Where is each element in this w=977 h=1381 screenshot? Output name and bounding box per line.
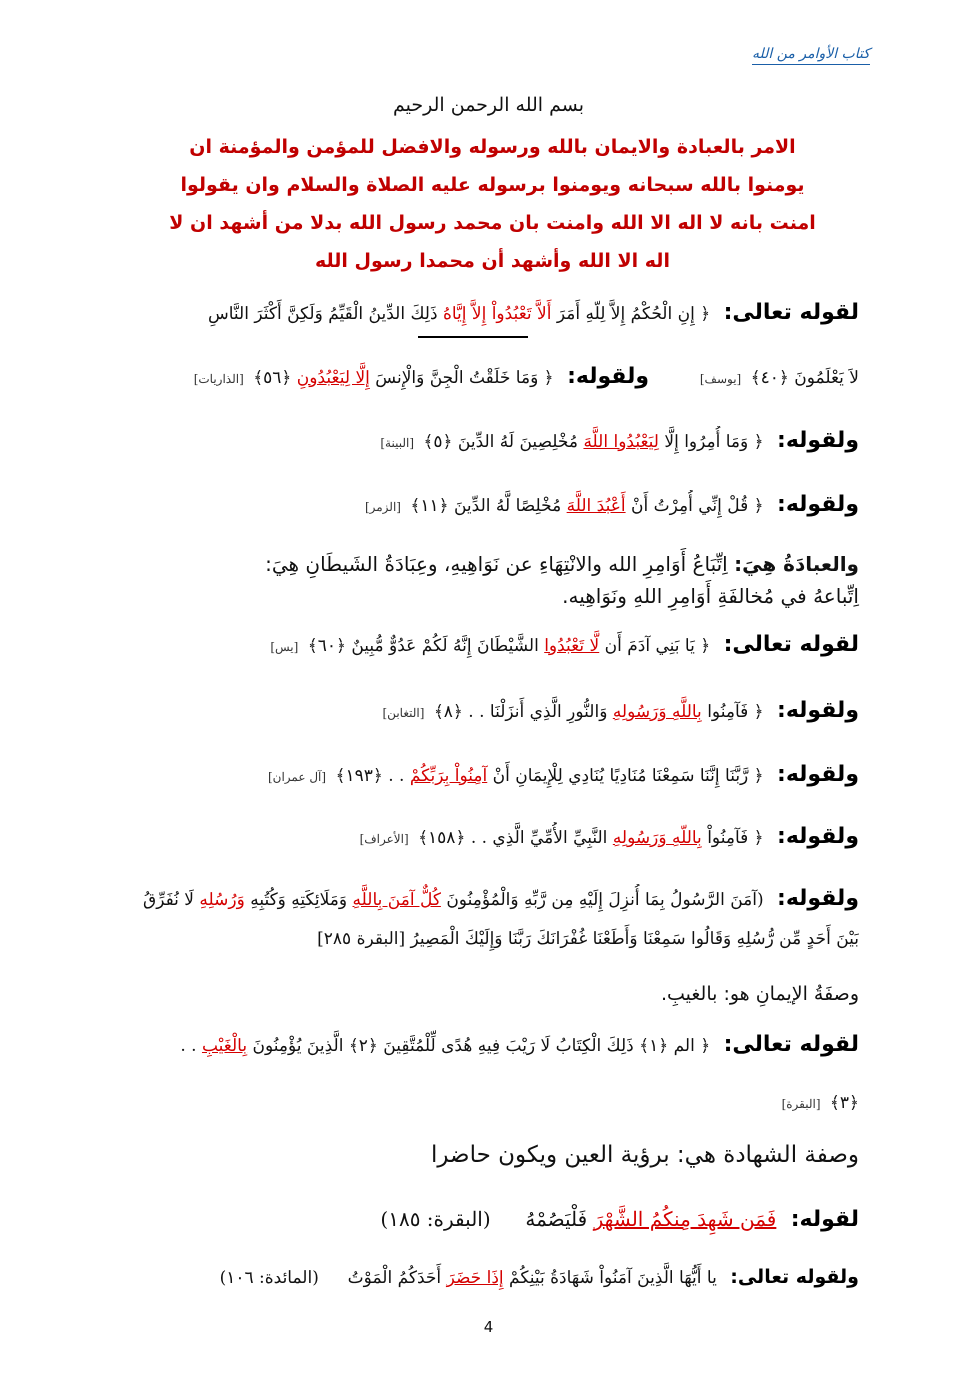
verse-line	[119, 298, 859, 329]
verse-highlight: بِاللَّهِ وَرَسُولِهِ	[612, 702, 702, 722]
verse-label: لقوله:	[790, 1207, 859, 1232]
page-number: 4	[483, 1318, 494, 1336]
verse-text: النَّبِيِّ الأُمِّيِّ الَّذِي . . ﴿١٥٨﴾	[418, 828, 608, 848]
verse-source: [البينة]	[380, 436, 415, 450]
verse-line	[119, 924, 859, 954]
definition-text: اِتِّباعهُ في مُخالفَةِ أَوَامِرِ اللهِ ونَوَاهِيه.	[562, 584, 859, 608]
verse-label: لقوله تعالى:	[723, 632, 859, 657]
verse-label: لقوله تعالى:	[723, 300, 859, 325]
verse-text: أَحَدَكُمُ الْمَوْتُ	[347, 1268, 442, 1288]
verse-label: ولقوله:	[777, 762, 859, 787]
verse-line	[119, 822, 859, 854]
verse-text: ﴿ إِنِ الْحُكْمُ إِلاَّ لِلّهِ أَمَرَ	[551, 304, 711, 324]
verse-text: (آمَنَ الرَّسُولُ بِمَا أُنزِلَ إِلَيْهِ مِن رَّبِّهِ وَالْمُؤْمِنُونَ	[440, 890, 764, 910]
verse-label: ولقوله:	[567, 364, 650, 389]
verse-text: لَا نُفَرِّقُ	[143, 890, 194, 910]
verse-label: ولقوله:	[777, 824, 859, 849]
verse-highlight: أَعْبُدَ اللَّهَ	[566, 496, 626, 516]
verse-source: [يس]	[270, 640, 299, 654]
verse-text: يا أَيُّهَا الَّذِينَ آمَنُواْ شَهَادَةُ بَيْنِكُمْ	[503, 1268, 717, 1288]
verse-label: لقوله تعالى:	[723, 1032, 859, 1057]
worship-definition	[119, 548, 859, 612]
verse-line	[119, 884, 859, 915]
verse-text: وَالنُّورِ الَّذِي أَنزَلْنَا . . ﴿٨﴾	[433, 702, 608, 722]
verse-highlight: إِذَا حَضَرَ	[446, 1268, 504, 1288]
definition-term: والعبادَةُ هِيَ:	[734, 552, 859, 576]
verse-highlight: أَلاَّ تَعْبُدُواْ إِلاَّ إِيَّاهُ	[442, 304, 552, 324]
verse-highlight: بِاللّهِ وَرَسُولِهِ	[612, 828, 702, 848]
verse-line	[119, 760, 859, 792]
verse-text: ﴿ فَآمِنُواْ	[701, 828, 764, 848]
verse-line	[119, 490, 859, 522]
verse-highlight: لَّا تَعْبُدُوا	[544, 636, 600, 656]
verse-text: ﴿ وَمَا خَلَقْتُ الْجِنَّ وَالْإِنسَ	[369, 368, 554, 388]
verse-source: [الأعراف]	[359, 832, 409, 846]
verse-source: [آل عمران]	[267, 770, 327, 784]
verse-text: وَمَلَائِكَتِهِ وَكُتُبِهِ	[244, 890, 348, 910]
verse-line	[99, 1262, 859, 1293]
verse-line	[119, 696, 859, 728]
verse-source: (البقرة: ١٨٥)	[380, 1207, 491, 1231]
verse-label: ولقوله:	[777, 698, 859, 723]
verse-highlight: وَرُسُلِهِ	[199, 890, 245, 910]
verse-text: لاَ يَعْلَمُونَ ﴿٤٠﴾	[745, 368, 859, 388]
faith-unseen-note: وصفَةُ الإيمانِ هو: بالغيبِ.	[660, 983, 859, 1005]
verse-highlight: لِيَعْبُدُوا اللَّهَ	[583, 432, 659, 452]
underline-rule	[418, 336, 528, 338]
verse-text: ﴿٣﴾	[829, 1093, 859, 1113]
verse-source: [الذاريات]	[193, 372, 244, 386]
intro-line: يومنوا بالله سبحانه ويومنوا برسوله عليه الصلاة والسلام وان يقولوا	[180, 174, 805, 196]
verse-text: ذَلِكَ الدِّينُ الْقَيِّمُ وَلَكِنَّ أَكْثَرَ النَّاسِ	[207, 304, 438, 324]
verse-line	[119, 1030, 859, 1061]
verse-text: الشَّيْطَانَ إِنَّهُ لَكُمْ عَدُوٌّ مُّبِينٌ ﴿٦٠﴾	[307, 636, 539, 656]
verse-label: ولقوله تعالى:	[730, 1266, 859, 1288]
intro-paragraph	[120, 128, 865, 280]
verse-text: . . ﴿١٩٣﴾	[335, 766, 405, 786]
verse-line	[119, 1204, 859, 1235]
intro-line: الامر بالعبادة والايمان بالله ورسوله والافضل للمؤمن والمؤمنة ان	[189, 136, 796, 158]
verse-source: (المائدة: ١٠٦)	[219, 1268, 319, 1288]
verse-text: مُخْلِصًا لَّهُ الدِّينَ ﴿١١﴾	[410, 496, 562, 516]
intro-line: اله الا الله وأشهد أن محمدا رسول الله	[315, 250, 670, 272]
intro-line: امنت بانه لا اله الا الله وامنت بان محمد رسول الله بدلا من أشهد ان لا	[169, 212, 816, 234]
verse-source: [يوسف]	[699, 372, 742, 386]
verse-text: ﴿ يَا بَنِي آدَمَ أَن	[599, 636, 711, 656]
verse-text: ﴿ فَآمِنُوا	[701, 702, 764, 722]
witness-definition: وصفة الشهادة هي: برؤية العين ويكون حاضرا	[430, 1142, 859, 1168]
verse-highlight: بِالْغَيْبِ	[201, 1036, 248, 1056]
verse-label: ولقوله:	[777, 428, 859, 453]
verse-source: [التغابن]	[382, 706, 425, 720]
verse-text: فَلْيَصُمْهُ	[525, 1207, 588, 1231]
verse-text: ﴿ الم ﴿١﴾ ذَلِكَ الْكِتَابُ لَا رَيْبَ فِيهِ هُدًى لِّلْمُتَّقِينَ ﴿٢﴾ الَّذِينَ يُؤْمِنُونَ	[247, 1036, 711, 1056]
verse-line	[119, 630, 859, 662]
verse-text: مُخْلِصِينَ لَهُ الدِّينَ ﴿٥﴾	[423, 432, 579, 452]
verse-highlight: فَمَن شَهِدَ مِنكُمُ الشَّهْرَ	[593, 1207, 777, 1231]
verse-text: ﴿٥٦﴾	[253, 368, 292, 388]
verse-text: ﴿ قُلْ إِنِّي أُمِرْتُ أَنْ	[625, 496, 764, 516]
verse-text: ﴿ رَّبَّنَا إِنَّنَا سَمِعْنَا مُنَادِيًا يُنَادِي لِلْإِيمَانِ أَنْ	[487, 766, 764, 786]
verse-text: . .	[180, 1036, 197, 1056]
book-title-header: كتاب الأوامر من الله	[752, 46, 870, 65]
verse-label: ولقوله:	[777, 886, 859, 911]
verse-line	[119, 362, 859, 394]
verse-text: بَيْنَ أَحَدٍ مِّن رُّسُلِهِ وَقَالُوا سَمِعْنَا وَأَطَعْنَا غُفْرَانَكَ رَبَّنَا وَإِلَيْكَ الْمَصِيرُ [البقرة ٢٨٥]	[317, 929, 859, 949]
verse-highlight: كُلٌّ آمَنَ بِاللَّهِ	[352, 890, 441, 910]
verse-highlight: آمِنُواْ بِرَبِّكُمْ	[409, 766, 488, 786]
basmala: بسم الله الرحمن الرحيم	[393, 94, 584, 116]
verse-label: ولقوله:	[777, 492, 859, 517]
verse-text: ﴿ وَمَا أُمِرُوا إِلَّا	[658, 432, 764, 452]
verse-line	[119, 426, 859, 458]
verse-source: [الزمر]	[364, 500, 401, 514]
verse-highlight: إِلَّا لِيَعْبُدُونِ	[296, 368, 370, 388]
verse-source: [البقرة]	[781, 1097, 821, 1111]
definition-text: اِتِّبَاعُ أَوَامِرِ الله والانْتِهَاءِ عن نَوَاهِيهِ، وعِبَادَةُ الشَيطَانِ هِيَ:	[265, 552, 735, 576]
verse-line	[119, 1088, 859, 1119]
